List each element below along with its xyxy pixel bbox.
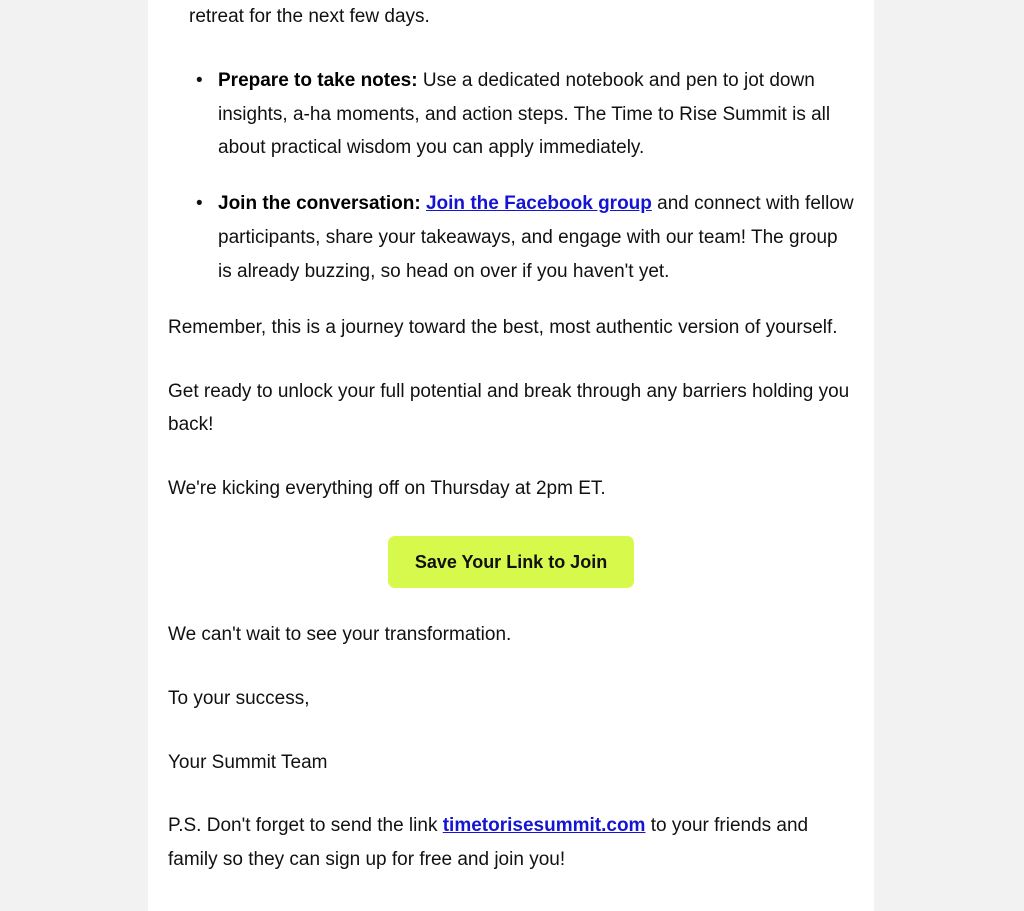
bullet-lead-label: Join the conversation: [218, 193, 421, 215]
bullet-lead-label: Prepare to take notes: [218, 69, 418, 91]
paragraph-remember: Remember, this is a journey toward the best, most authentic version of yourself. [168, 316, 838, 338]
list-item [218, 187, 854, 288]
paragraph-get-ready: Get ready to unlock your full potential and break through any barriers holding you back! [168, 380, 850, 436]
paragraph-transformation: We can't wait to see your transformation. [168, 623, 512, 645]
bullet-body-text: and connect with fellow participants, share your takeaways, and engage with our team! The group is already buzzing, so head on over if you haven't yet. [218, 193, 854, 282]
ps-prefix-text: P.S. Don't forget to send the link [168, 815, 443, 837]
facebook-group-link[interactable]: Join the Facebook group [425, 193, 652, 215]
ps-suffix-text: to your friends and family so they can sign up for free and join you! [168, 815, 809, 871]
cta-container [168, 536, 854, 588]
paragraph-postscript [168, 809, 854, 877]
summit-website-link[interactable]: timetorisesummit.com [442, 815, 646, 837]
paragraph-sender-name: Your Summit Team [168, 751, 328, 773]
bullet-body-text: Use a dedicated notebook and pen to jot down insights, a-ha moments, and action steps. The Time to Rise Summit is all about practical wisdom you can apply immediately. [218, 69, 831, 159]
email-body [148, 0, 874, 877]
paragraph-signoff: To your success, [168, 687, 310, 709]
email-sheet [148, 0, 874, 911]
truncated-paragraph: retreat for the next few days. [189, 6, 430, 27]
preparation-bullet-list [168, 64, 854, 289]
paragraph-kickoff-time: We're kicking everything off on Thursday at 2pm ET. [168, 478, 606, 500]
save-link-to-join-button[interactable]: Save Your Link to Join [388, 536, 634, 588]
list-item [218, 64, 854, 165]
